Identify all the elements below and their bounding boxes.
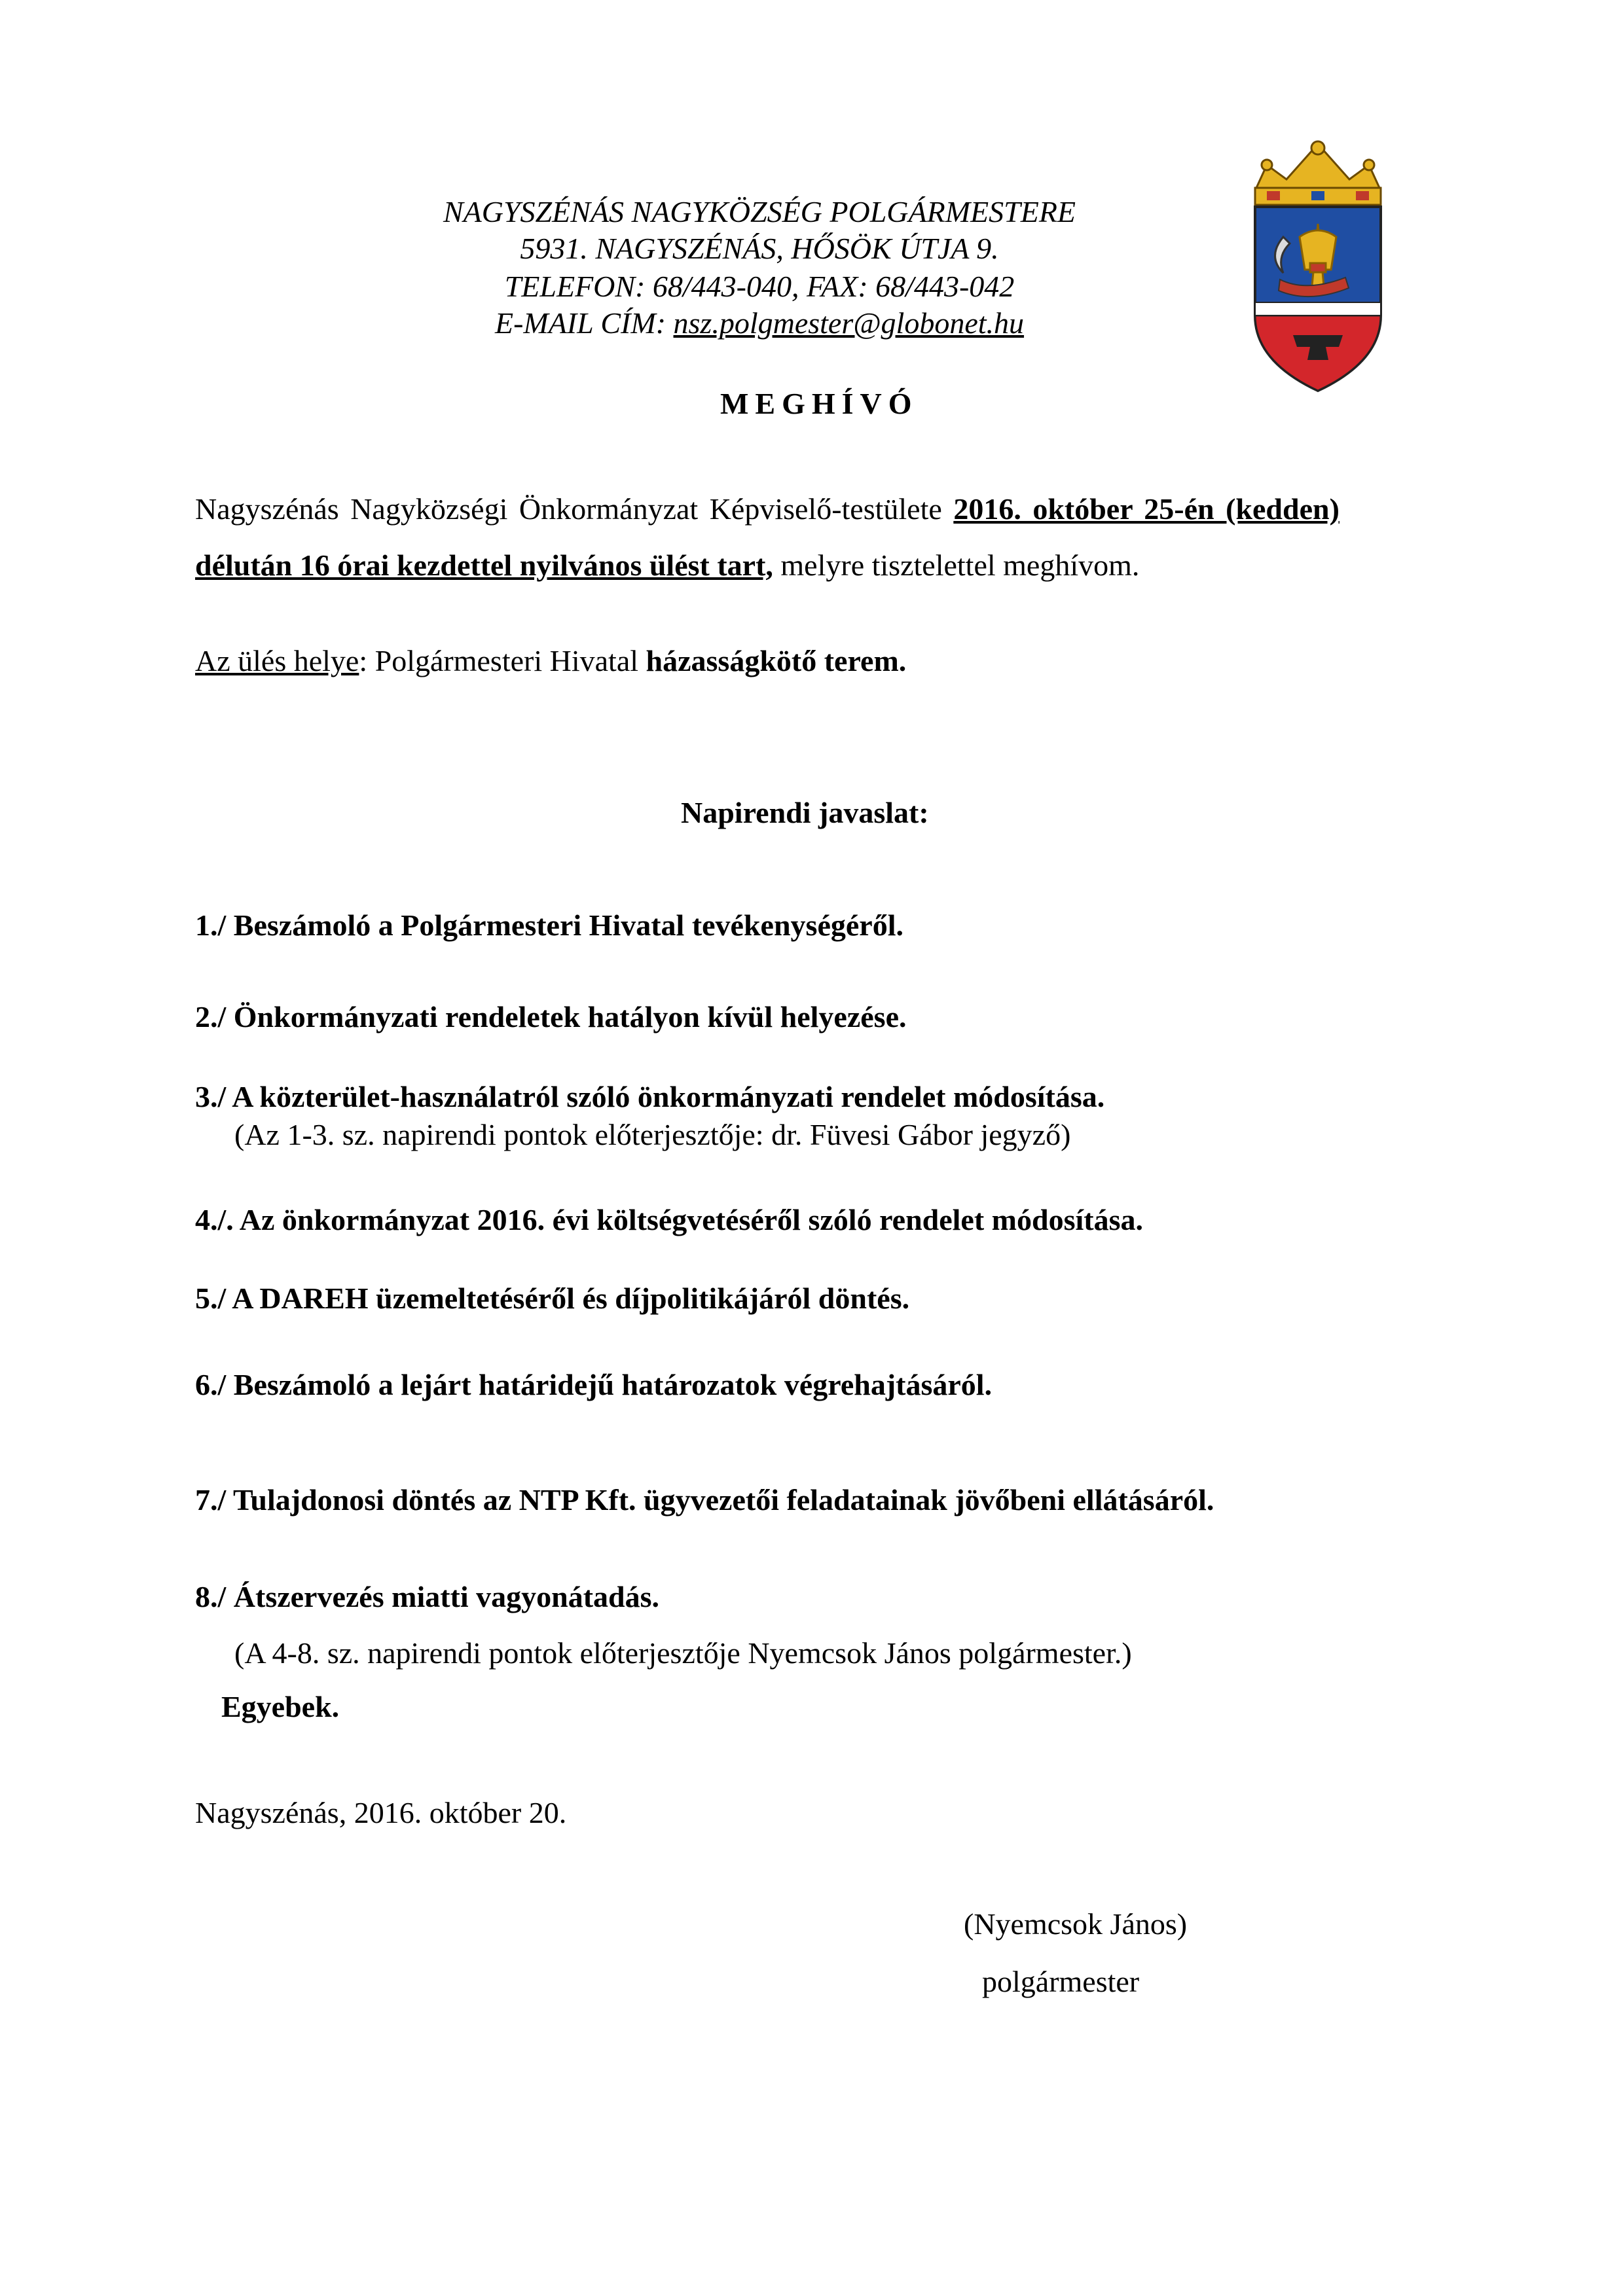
venue-text: : Polgármesteri Hivatal [359,644,646,677]
agenda-item-6: 6./ Beszámoló a lejárt határidejű határozatok végrehajtásáról. [195,1368,993,1401]
agenda-item-3: 3./ A közterület-használatról szóló önkormányzati rendelet módosítása. [195,1080,1105,1113]
venue-label: Az ülés helye [195,644,359,677]
coat-of-arms-icon [1247,139,1389,394]
email-label: E-MAIL CÍM: [494,306,674,340]
agenda-item-2: 2./ Önkormányzati rendeletek hatályon kívül helyezése. [195,1000,907,1033]
document-title: MEGHÍVÓ [720,387,919,420]
header-phone-fax: TELEFON: 68/443-040, FAX: 68/443-042 [504,270,1015,303]
intro-text-end: melyre tisztelettel meghívom. [773,548,1140,582]
agenda-item-4: 4./. Az önkormányzat 2016. évi költségvetéséről szóló rendelet módosítása. [195,1203,1143,1236]
header-address: 5931. NAGYSZÉNÁS, HŐSÖK ÚTJA 9. [520,232,999,265]
header-line-1: NAGYSZÉNÁS NAGYKÖZSÉG POLGÁRMESTERE [443,195,1076,228]
meeting-time: délután 16 órai kezdettel nyilvános ülést tart, [195,548,773,582]
venue-room: házasságkötő terem. [646,644,907,677]
intro-line-2 [195,547,1139,584]
agenda-item-8: 8./ Átszervezés miatti vagyonátadás. [195,1580,660,1613]
agenda-title: Napirendi javaslat: [681,796,929,829]
signature-name: (Nyemcsok János) [964,1907,1188,1941]
venue-line [195,643,906,679]
signature-title: polgármester [982,1965,1140,1998]
agenda-item-5: 5./ A DAREH üzemeltetéséről és díjpolitikájáról döntés. [195,1282,910,1315]
intro-text: Nagyszénás Nagyközségi Önkormányzat Képviselő-testülete [195,492,954,526]
intro-line-1 [195,491,1439,528]
email-link[interactable]: nsz.polgmester@globonet.hu [673,306,1025,340]
header-email-line [367,305,1152,342]
agenda-item-1: 1./ Beszámoló a Polgármesteri Hivatal tevékenységéről. [195,908,903,942]
agenda-note-1: (Az 1-3. sz. napirendi pontok előterjesztője: dr. Füvesi Gábor jegyző) [234,1118,1071,1151]
agenda-note-2: (A 4-8. sz. napirendi pontok előterjesztője Nyemcsok János polgármester.) [234,1636,1132,1670]
agenda-other: Egyebek. [221,1690,340,1723]
meeting-date: 2016. október 25-én (kedden) [953,492,1340,526]
place-date: Nagyszénás, 2016. október 20. [195,1796,567,1829]
agenda-item-7: 7./ Tulajdonosi döntés az NTP Kft. ügyvezetői feladatainak jövőbeni ellátásáról. [195,1483,1214,1516]
